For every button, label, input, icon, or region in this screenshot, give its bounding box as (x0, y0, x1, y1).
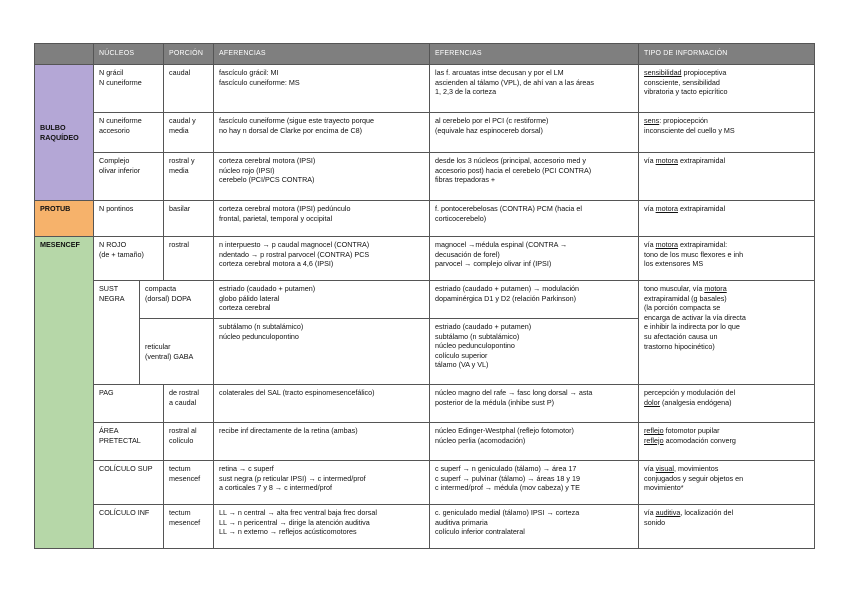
cell-eferencias: estriado (caudado + putamen) subtálamo (n subtalámico) núcleo pedunculopontino colículo superior tálamo (VA y VL) (430, 319, 639, 385)
header-eferencias: EFERENCIAS (430, 44, 639, 65)
cell-eferencias: c superf → n geniculado (tálamo) → área 17 c superf → pulvinar (tálamo) → áreas 18 y 19 c intermed/prof → médula (mov cabeza) y TE (430, 461, 639, 505)
table-row (35, 423, 815, 461)
cell-eferencias: al cerebelo por el PCI (c restiforme) (equivale haz espinocereb dorsal) (430, 113, 639, 153)
cell-porcion: rostral y media (164, 153, 214, 201)
cell-eferencias: desde los 3 núcleos (principal, accesorio med y accesorio post) hacia el cerebelo (PCI CONTRA) fibras trepadoras + (430, 153, 639, 201)
cell-aferencias: corteza cerebral motora (IPSI) núcleo rojo (IPSI) cerebelo (PCI/PCS CONTRA) (214, 153, 430, 201)
cell-tipo: sens: propiocepción inconsciente del cuello y MS (639, 113, 815, 153)
cell-porcion: caudal (164, 65, 214, 113)
cell-porcion: rostral al colículo (164, 423, 214, 461)
cell-aferencias: retina → c superf sust negra (p reticular IPSI) → c intermed/prof a corticales 7 y 8 → c intermed/prof (214, 461, 430, 505)
cell-tipo: vía visual, movimientos conjugados y seguir objetos en movimiento* (639, 461, 815, 505)
cell-eferencias: núcleo magno del rafe → fasc long dorsal → asta posterior de la médula (inhibe sust P) (430, 385, 639, 423)
cell-eferencias: magnocel →médula espinal (CONTRA → decusación de forel) parvocel → complejo olivar inf (IPSI) (430, 237, 639, 281)
header-nucleos: NÚCLEOS (94, 44, 164, 65)
cell-porcion: caudal y media (164, 113, 214, 153)
cell-porcion: compacta (dorsal) DOPA (140, 281, 214, 319)
cell-aferencias: colaterales del SAL (tracto espinomesencefálico) (214, 385, 430, 423)
table-row (35, 65, 815, 113)
section-bulbo: BULBO RAQUÍDEO (35, 65, 94, 201)
table-row (35, 281, 815, 319)
table-row (35, 385, 815, 423)
cell-nucleo: COLÍCULO SUP (94, 461, 164, 505)
cell-aferencias: n interpuesto → p caudal magnocel (CONTRA) ndentado → p rostral parvocel (CONTRA) PCS corteza cerebral motora a 4,6 (IPSI) (214, 237, 430, 281)
cell-tipo: sensibilidad propioceptiva consciente, sensibilidad vibratoria y tacto epicrítico (639, 65, 815, 113)
cell-aferencias: subtálamo (n subtalámico) núcleo pedunculopontino (214, 319, 430, 385)
cell-aferencias: recibe inf directamente de la retina (ambas) (214, 423, 430, 461)
table-row (35, 237, 815, 281)
cell-tipo: vía auditiva, localización del sonido (639, 505, 815, 549)
table-row (35, 461, 815, 505)
cell-tipo: percepción y modulación del dolor (analgesia endógena) (639, 385, 815, 423)
cell-porcion: rostral (164, 237, 214, 281)
cell-eferencias: f. pontocerebelosas (CONTRA) PCM (hacia el corticocerebelo) (430, 201, 639, 237)
section-protub: PROTUB (35, 201, 94, 237)
cell-nucleo: N pontinos (94, 201, 164, 237)
cell-tipo: vía motora extrapiramidal: tono de los musc flexores e inh los extensores MS (639, 237, 815, 281)
cell-nucleo: N grácil N cuneiforme (94, 65, 164, 113)
cell-porcion: basilar (164, 201, 214, 237)
table-row (35, 201, 815, 237)
header-row (35, 44, 815, 65)
cell-tipo: vía motora extrapiramidal (639, 201, 815, 237)
cell-tipo: vía motora extrapiramidal (639, 153, 815, 201)
cell-nucleo: ÁREA PRETECTAL (94, 423, 164, 461)
cell-eferencias: las f. arcuatas intse decusan y por el LM ascienden al tálamo (VPL), de ahí van a las áreas 1, 2,3 de la corteza (430, 65, 639, 113)
cell-eferencias: núcleo Edinger-Westphal (reflejo fotomotor) núcleo perlia (acomodación) (430, 423, 639, 461)
cell-porcion: reticular (ventral) GABA (140, 319, 214, 385)
cell-aferencias: estriado (caudado + putamen) globo pálido lateral corteza cerebral (214, 281, 430, 319)
cell-aferencias: LL → n central → alta frec ventral baja frec dorsal LL → n pericentral → dirige la atención auditiva LL → n externo → reflejos acústicomotores (214, 505, 430, 549)
cell-nucleo: SUST NEGRA (94, 281, 140, 385)
header-porcion: PORCIÓN (164, 44, 214, 65)
cell-nucleo: Complejo olivar inferior (94, 153, 164, 201)
table-row (35, 505, 815, 549)
header-aferencias: AFERENCIAS (214, 44, 430, 65)
header-tipo: TIPO DE INFORMACIÓN (639, 44, 815, 65)
cell-aferencias: fascículo grácil: MI fascículo cuneiforme: MS (214, 65, 430, 113)
cell-eferencias: estriado (caudado + putamen) → modulación dopaminérgica D1 y D2 (relación Parkinson) (430, 281, 639, 319)
cell-eferencias: c. geniculado medial (tálamo) IPSI → corteza auditiva primaria colículo inferior contralateral (430, 505, 639, 549)
cell-nucleo: COLÍCULO INF (94, 505, 164, 549)
header-corner (35, 44, 94, 65)
cell-aferencias: fascículo cuneiforme (sigue este trayecto porque no hay n dorsal de Clarke por encima de C8) (214, 113, 430, 153)
table-row (35, 113, 815, 153)
cell-porcion: tectum mesencef (164, 505, 214, 549)
neuroanatomy-table (34, 43, 815, 549)
cell-porcion: tectum mesencef (164, 461, 214, 505)
cell-aferencias: corteza cerebral motora (IPSI) pedúnculo frontal, parietal, temporal y occipital (214, 201, 430, 237)
table-row (35, 153, 815, 201)
cell-nucleo: PAG (94, 385, 164, 423)
cell-tipo: tono muscular, vía motora extrapiramidal (g basales) (la porción compacta se encarga de activar la vía directa e inhibir la indirecta por lo que su afectación causa un trastorno hipocinético) (639, 281, 815, 385)
section-mesencef: MESENCEF (35, 237, 94, 549)
cell-porcion: de rostral a caudal (164, 385, 214, 423)
cell-nucleo: N ROJO (de + tamaño) (94, 237, 164, 281)
cell-tipo: reflejo fotomotor pupilar reflejo acomodación converg (639, 423, 815, 461)
cell-nucleo: N cuneiforme accesorio (94, 113, 164, 153)
